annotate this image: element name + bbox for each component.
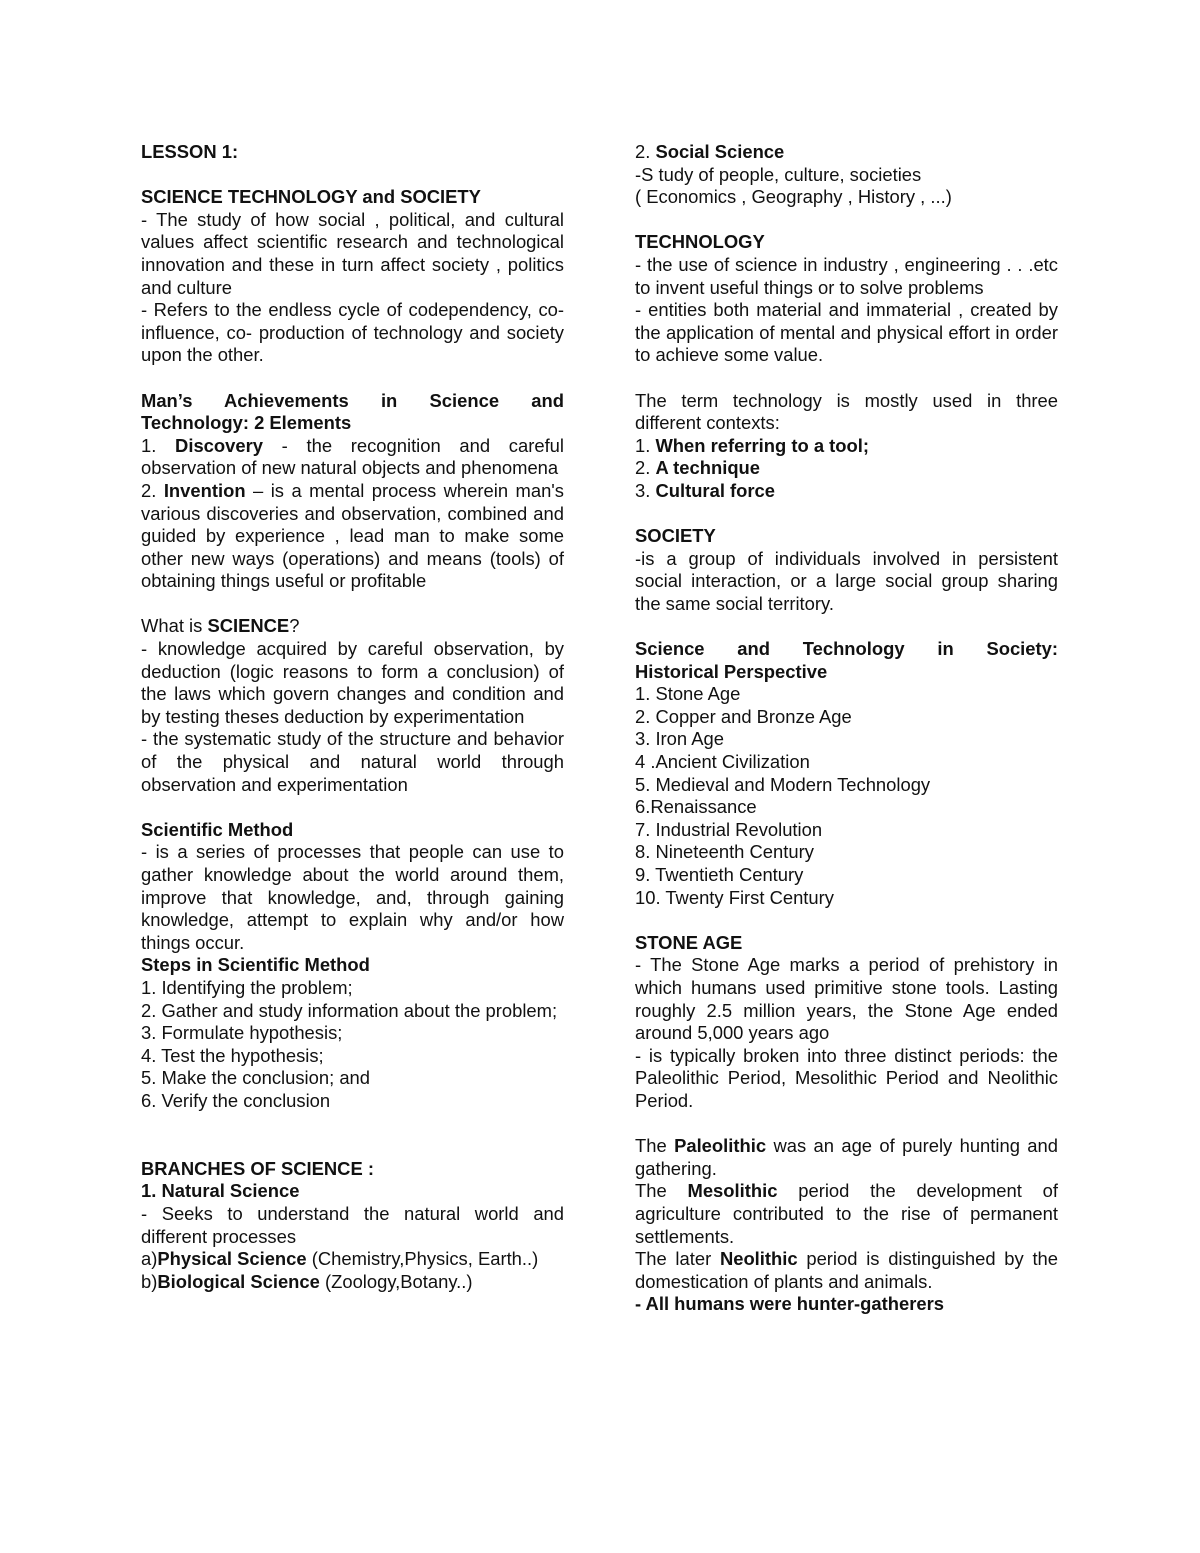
period-item: 1. Stone Age xyxy=(635,683,741,705)
social-science-examples: ( Economics , Geography , History , ...) xyxy=(635,186,952,208)
context-item: 1. When referring to a tool; xyxy=(635,434,869,456)
society-definition: -is a group of individuals involved in persistent social interaction, or a large social group sharing the same social territory. xyxy=(635,547,1058,614)
period-item: 6.Renaissance xyxy=(635,796,757,818)
society-heading: SOCIETY xyxy=(635,525,716,547)
period-item: 3. Iron Age xyxy=(635,728,724,750)
stone-age-heading: STONE AGE xyxy=(635,931,743,953)
context-item: 3. Cultural force xyxy=(635,479,776,501)
step-item: 3. Formulate hypothesis; xyxy=(141,1022,343,1044)
social-science-definition: -S tudy of people, culture, societies xyxy=(635,163,922,185)
step-item: 4. Test the hypothesis; xyxy=(141,1044,324,1066)
branches-heading: BRANCHES OF SCIENCE : xyxy=(141,1157,374,1179)
period-item: 4 .Ancient Civilization xyxy=(635,751,810,773)
physical-science-item: a)Physical Science (Chemistry,Physics, Earth..) xyxy=(141,1248,539,1270)
context-item: 2. A technique xyxy=(635,457,761,479)
step-item: 5. Make the conclusion; and xyxy=(141,1067,371,1089)
invention-item: 2. Invention – is a mental process wherein man's various discoveries and observation, combined and guided by experience , lead man to make some other new ways (operations) and means (tools) of obtaining things useful or profitable xyxy=(141,479,565,592)
historical-heading-line2: Historical Perspective xyxy=(635,660,828,682)
sts-definition-2: - Refers to the endless cycle of codependency, co-influence, co- production of technology and society upon the other. xyxy=(141,299,564,366)
science-definition-2: - the systematic study of the structure and behavior of the physical and natural world through observation and experimentation xyxy=(141,728,564,795)
step-item: 1. Identifying the problem; xyxy=(141,976,353,998)
stone-age-definition-2: - is typically broken into three distinct periods: the Paleolithic Period, Mesolithic Period and Neolithic Period. xyxy=(635,1044,1058,1111)
right-column xyxy=(635,141,1058,1316)
natural-science-definition: - Seeks to understand the natural world and different processes xyxy=(141,1202,564,1247)
historical-heading-line1: Science and Technology in Society: xyxy=(635,638,1058,660)
neolithic-paragraph: The later Neolithic period is distinguished by the domestication of plants and animals. xyxy=(635,1248,1059,1292)
mesolithic-paragraph: The Mesolithic period the development of agriculture contributed to the rise of permanent settlements. xyxy=(635,1180,1058,1247)
scientific-method-heading: Scientific Method xyxy=(141,818,294,840)
period-item: 8. Nineteenth Century xyxy=(635,841,814,863)
social-science-heading: 2. Social Science xyxy=(635,141,785,162)
achievements-heading-line2: Technology: 2 Elements xyxy=(141,412,352,434)
paleolithic-paragraph: The Paleolithic was an age of purely hunting and gathering. xyxy=(635,1135,1058,1179)
achievements-heading-line1: Man’s Achievements in Science and xyxy=(141,389,564,411)
technology-heading: TECHNOLOGY xyxy=(635,231,765,253)
what-is-science-heading: What is SCIENCE? xyxy=(141,615,300,637)
sts-heading: SCIENCE TECHNOLOGY and SOCIETY xyxy=(141,186,481,208)
biological-science-item: b)Biological Science (Zoology,Botany..) xyxy=(141,1270,473,1292)
period-item: 2. Copper and Bronze Age xyxy=(635,705,852,727)
steps-heading: Steps in Scientific Method xyxy=(141,954,370,976)
closing-statement: - All humans were hunter-gatherers xyxy=(635,1293,944,1315)
left-column xyxy=(141,141,564,1293)
step-item: 2. Gather and study information about the problem; xyxy=(141,999,558,1021)
technology-contexts-intro: The term technology is mostly used in three different contexts: xyxy=(635,389,1058,434)
scientific-method-definition: - is a series of processes that people can use to gather knowledge about the world around them, improve that knowledge, and, through gaining knowledge, attempt to explain why and/or how things occur. xyxy=(141,841,564,953)
period-item: 9. Twentieth Century xyxy=(635,864,804,885)
technology-definition-1: - the use of science in industry , engineering . . .etc to invent useful things or to solve problems xyxy=(635,253,1058,298)
period-item: 10. Twenty First Century xyxy=(635,886,834,908)
step-item: 6. Verify the conclusion xyxy=(141,1089,331,1111)
technology-definition-2: - entities both material and immaterial , created by the application of mental and physical effort in order to achieve some value. xyxy=(635,299,1058,366)
period-item: 5. Medieval and Modern Technology xyxy=(635,773,931,795)
period-item: 7. Industrial Revolution xyxy=(635,818,823,840)
lesson-title: LESSON 1: xyxy=(141,141,239,162)
sts-definition-1: - The study of how social , political, and cultural values affect scientific research and technological innovation and these in turn affect society , politics and culture xyxy=(141,208,564,298)
natural-science-heading: 1. Natural Science xyxy=(141,1180,300,1202)
science-definition-1: - knowledge acquired by careful observation, by deduction (logic reasons to form a conclusion) of the laws which govern changes and condition and by testing theses deduction by experimentation xyxy=(141,638,564,727)
discovery-item: 1. Discovery - the recognition and careful observation of new natural objects and phenomena xyxy=(141,434,565,479)
stone-age-definition-1: - The Stone Age marks a period of prehistory in which humans used primitive stone tools. Lasting roughly 2.5 million years, the Stone Age ended around 5,000 years ago xyxy=(635,954,1058,1044)
